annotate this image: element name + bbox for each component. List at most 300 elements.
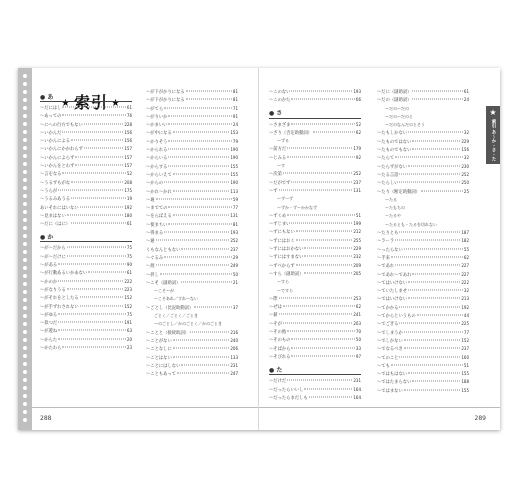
entry-page: 55 bbox=[463, 246, 469, 252]
entry-term: ～だの～だのと bbox=[385, 113, 413, 119]
index-entry bbox=[269, 311, 361, 319]
entry-term: ～ではいけない bbox=[377, 297, 408, 303]
entry-term: ～ではもはない bbox=[377, 372, 408, 378]
leader-dots bbox=[168, 223, 231, 224]
entry-term: ～ずにはおく bbox=[269, 238, 295, 244]
binding-hole bbox=[23, 418, 27, 422]
index-entry bbox=[40, 170, 132, 178]
entry-page: 164 bbox=[353, 386, 361, 392]
entry-term: ～だったらまだしも bbox=[269, 395, 308, 401]
index-entry bbox=[377, 295, 469, 303]
index-entry bbox=[269, 287, 361, 295]
entry-page: 61 bbox=[463, 89, 469, 94]
entry-page: 222 bbox=[124, 278, 132, 284]
entry-term: ～だのなんだのとそう bbox=[385, 122, 425, 128]
leader-dots bbox=[279, 189, 353, 190]
index-entry bbox=[377, 271, 469, 279]
index-entry bbox=[269, 121, 361, 129]
leader-dots bbox=[404, 348, 461, 349]
leader-dots bbox=[168, 124, 231, 125]
binding-hole bbox=[23, 346, 27, 350]
leader-dots bbox=[80, 206, 124, 207]
entry-page: 24 bbox=[232, 122, 238, 128]
index-entry bbox=[269, 295, 361, 303]
entry-term: ～通 bbox=[146, 197, 155, 203]
leader-dots bbox=[408, 298, 460, 299]
index-entry bbox=[269, 394, 361, 402]
binding-hole bbox=[23, 242, 27, 246]
leader-dots bbox=[304, 248, 352, 249]
entry-page: 213 bbox=[461, 296, 469, 302]
leader-dots bbox=[399, 323, 460, 324]
entry-page: 228 bbox=[124, 121, 132, 127]
entry-term: ～たるや bbox=[385, 213, 401, 219]
index-entry bbox=[40, 162, 132, 170]
leader-dots bbox=[304, 272, 352, 273]
entry-term: ～かたわら bbox=[40, 346, 62, 352]
binding-hole bbox=[23, 146, 27, 150]
leader-dots bbox=[399, 182, 460, 183]
entry-term: ～が～だけに bbox=[40, 254, 66, 260]
entry-page: 192 bbox=[461, 304, 469, 310]
entry-page: 232 bbox=[353, 254, 361, 260]
entry-term: ～ずる bbox=[277, 138, 289, 144]
entry-page: 59 bbox=[232, 196, 238, 202]
entry-term: ～ていたしませ bbox=[377, 289, 408, 295]
entry-page: 62 bbox=[355, 129, 361, 135]
entry-term: ～が下がかりになる bbox=[146, 90, 185, 95]
entry-page: 227 bbox=[461, 271, 469, 277]
leader-dots bbox=[283, 306, 355, 307]
leader-dots bbox=[287, 214, 355, 215]
page-number: 288 bbox=[40, 415, 52, 422]
entry-page: 113 bbox=[230, 188, 238, 194]
entry-term: ～使まちい bbox=[146, 222, 168, 228]
entry-page: 225 bbox=[461, 321, 469, 327]
binding-hole bbox=[23, 330, 27, 334]
index-entry bbox=[269, 345, 361, 353]
binding-hole bbox=[23, 370, 27, 374]
index-entry bbox=[146, 246, 238, 254]
entry-page: 188 bbox=[461, 379, 469, 385]
index-entry bbox=[40, 112, 132, 120]
index-entry bbox=[146, 237, 238, 245]
entry-page: 29 bbox=[232, 254, 238, 260]
entry-term: ～かのか bbox=[40, 279, 58, 285]
entry-term: ～ても bbox=[377, 363, 390, 369]
entry-term: ～ず～ず bbox=[277, 196, 293, 202]
entry-term: ～たものでもない bbox=[377, 148, 412, 154]
entry-page: 155 bbox=[461, 387, 469, 393]
leader-dots bbox=[168, 140, 231, 141]
index-entry bbox=[269, 353, 361, 361]
entry-page: 52 bbox=[355, 121, 361, 127]
entry-page: 25 bbox=[463, 188, 469, 194]
leader-dots bbox=[173, 356, 230, 357]
leader-dots bbox=[173, 215, 230, 216]
leader-dots bbox=[181, 364, 229, 365]
right-page bbox=[259, 68, 500, 430]
index-entry bbox=[40, 212, 132, 220]
index-column-2 bbox=[146, 88, 238, 378]
entry-page: 157 bbox=[124, 146, 132, 152]
index-entry bbox=[269, 162, 361, 170]
entry-term: ～こともあって bbox=[146, 372, 177, 378]
leader-dots bbox=[408, 373, 460, 374]
entry-page: 33 bbox=[355, 345, 361, 351]
entry-page: 76 bbox=[126, 113, 132, 119]
leader-dots bbox=[313, 131, 355, 132]
index-entry bbox=[269, 237, 361, 245]
entry-term: ～すら bbox=[277, 279, 289, 285]
index-thumb-tab bbox=[486, 106, 500, 164]
index-column-1 bbox=[40, 88, 132, 352]
entry-page: 32 bbox=[463, 288, 469, 294]
leader-dots bbox=[287, 331, 355, 332]
entry-page: 249 bbox=[230, 263, 238, 269]
entry-page: 92 bbox=[355, 154, 361, 160]
entry-term: ～でしかない bbox=[377, 338, 403, 344]
entry-term: ～似つだ bbox=[40, 321, 58, 327]
entry-term: ～てのこと bbox=[377, 355, 399, 361]
entry-term: ～てかかる bbox=[377, 305, 399, 311]
entry-term: ごとく／ごとく／ごとき bbox=[154, 313, 198, 319]
entry-page: 212 bbox=[353, 229, 361, 235]
entry-term: ～渡 bbox=[146, 264, 155, 270]
entry-page: 152 bbox=[124, 295, 132, 301]
entry-term: ～がある bbox=[40, 263, 58, 269]
entry-term: ～だの～だの bbox=[385, 105, 409, 111]
index-entry bbox=[146, 188, 238, 196]
index-entry bbox=[377, 212, 469, 220]
leader-dots bbox=[412, 99, 463, 100]
index-entry bbox=[40, 319, 132, 327]
entry-page: 32 bbox=[463, 130, 469, 136]
entry-term: ～でごぎる bbox=[377, 322, 399, 328]
binding-hole bbox=[23, 378, 27, 382]
entry-page: 237 bbox=[230, 246, 238, 252]
entry-term: ～値 bbox=[269, 313, 278, 319]
entry-page: 153 bbox=[230, 130, 238, 136]
leader-dots bbox=[412, 140, 460, 141]
entry-page: 50 bbox=[232, 271, 238, 277]
binding-hole bbox=[23, 410, 27, 414]
index-entry bbox=[269, 386, 361, 394]
leader-dots bbox=[417, 315, 463, 316]
leader-dots bbox=[75, 165, 123, 166]
leader-dots bbox=[279, 297, 353, 298]
index-entry bbox=[146, 179, 238, 187]
book-spread bbox=[18, 68, 500, 430]
leader-dots bbox=[391, 364, 463, 365]
entry-term: ～いかんによる bbox=[40, 139, 71, 145]
leader-dots bbox=[75, 156, 123, 157]
entry-term: ～ずくめ bbox=[269, 213, 287, 219]
entry-term: ～ずべからず bbox=[269, 263, 295, 269]
binding-hole bbox=[23, 258, 27, 262]
index-entry bbox=[377, 378, 469, 386]
entry-term: ～そばから bbox=[269, 346, 291, 352]
entry-page: 66 bbox=[355, 97, 361, 103]
entry-term: ～ずか・ず～かかなず bbox=[277, 204, 317, 210]
binding-hole bbox=[23, 106, 27, 110]
entry-term: ～いかんにかかわらず bbox=[40, 147, 83, 153]
entry-page: 91 bbox=[232, 113, 238, 119]
leader-dots bbox=[399, 173, 460, 174]
index-entry bbox=[269, 328, 361, 336]
index-entry bbox=[269, 253, 361, 261]
entry-term: ～ことはない bbox=[146, 355, 172, 361]
index-entry bbox=[377, 304, 469, 312]
index-entry bbox=[269, 154, 361, 162]
leader-dots bbox=[62, 173, 125, 174]
leader-dots bbox=[395, 157, 463, 158]
leader-dots bbox=[296, 239, 353, 240]
binding-hole bbox=[23, 138, 27, 142]
entry-page: 61 bbox=[126, 270, 132, 276]
leader-dots bbox=[291, 181, 352, 182]
entry-term: ～だの（副助詞） bbox=[377, 98, 412, 104]
leader-dots bbox=[399, 306, 460, 307]
leader-dots bbox=[181, 281, 232, 282]
leader-dots bbox=[408, 281, 460, 282]
leader-dots bbox=[399, 356, 460, 357]
entry-term: ～ことにはしない bbox=[146, 363, 181, 369]
leader-dots bbox=[71, 140, 123, 141]
entry-page: 21 bbox=[232, 279, 238, 285]
entry-page: 205 bbox=[353, 270, 361, 276]
entry-term: あいそれにはいない bbox=[40, 205, 79, 211]
index-entry bbox=[269, 303, 361, 311]
entry-term: ～たらしい bbox=[377, 181, 399, 187]
index-entry bbox=[377, 179, 469, 187]
index-entry bbox=[377, 337, 469, 345]
entry-term: ～通 bbox=[146, 239, 155, 245]
entry-term: ～ことなしに bbox=[146, 347, 172, 353]
leader-dots bbox=[62, 115, 125, 116]
entry-page: 193 bbox=[353, 89, 361, 94]
entry-term: ～であれ bbox=[377, 264, 395, 270]
index-entry bbox=[377, 96, 469, 104]
leader-dots bbox=[399, 232, 460, 233]
entry-page: 160 bbox=[461, 354, 469, 360]
entry-page: 182 bbox=[461, 238, 469, 244]
index-entry bbox=[269, 228, 361, 236]
index-entry bbox=[377, 221, 469, 229]
binding-hole bbox=[23, 202, 27, 206]
leader-dots bbox=[164, 232, 229, 233]
index-entry bbox=[269, 270, 361, 278]
entry-term: ～だに（副助詞） bbox=[377, 90, 412, 95]
index-entry bbox=[269, 336, 361, 344]
entry-page: 51 bbox=[463, 362, 469, 368]
index-entry bbox=[146, 337, 238, 345]
leader-dots bbox=[164, 107, 232, 108]
binding-hole bbox=[23, 314, 27, 318]
index-entry bbox=[377, 246, 469, 254]
entry-term: ～見まはない bbox=[40, 213, 66, 219]
entry-page: 193 bbox=[230, 230, 238, 236]
entry-term: ～折し bbox=[146, 272, 159, 278]
leader-dots bbox=[168, 157, 229, 158]
entry-page: 20 bbox=[126, 336, 132, 342]
leader-dots bbox=[395, 240, 460, 241]
index-entry bbox=[146, 146, 238, 154]
index-entry bbox=[269, 220, 361, 228]
leader-dots bbox=[404, 248, 463, 249]
index-entry bbox=[40, 294, 132, 302]
entry-term: ～ごとし（比況助動詞） bbox=[146, 305, 194, 311]
entry-term: ～のごとし／かのごとく／かのごとき bbox=[154, 321, 222, 327]
entry-term: ～さまざま bbox=[269, 122, 291, 128]
leader-dots bbox=[404, 389, 461, 390]
index-entry bbox=[40, 154, 132, 162]
entry-page: 252 bbox=[353, 171, 361, 177]
entry-page: 50 bbox=[355, 337, 361, 343]
leader-dots bbox=[58, 330, 126, 331]
binding-hole bbox=[23, 130, 27, 134]
entry-term: ～このない bbox=[269, 90, 291, 95]
title-text: 索引 bbox=[73, 93, 108, 112]
index-entry bbox=[40, 121, 132, 129]
entry-term: ～じみる bbox=[269, 155, 287, 161]
entry-term: ～ずにもない bbox=[269, 230, 295, 236]
leader-dots bbox=[173, 190, 230, 191]
leader-dots bbox=[173, 173, 230, 174]
entry-page: 155 bbox=[230, 163, 238, 169]
entry-term: ～かまいい bbox=[146, 123, 168, 129]
leader-dots bbox=[67, 255, 126, 256]
index-entry bbox=[377, 387, 469, 395]
entry-page: 156 bbox=[124, 138, 132, 144]
index-entry bbox=[377, 329, 469, 337]
index-entry bbox=[377, 163, 469, 171]
entry-page: 227 bbox=[461, 263, 469, 269]
entry-term: ～うるみあうる bbox=[40, 197, 71, 203]
leader-dots bbox=[67, 214, 124, 215]
index-entry bbox=[40, 344, 132, 352]
entry-term: ～ではたまらない bbox=[377, 380, 412, 386]
leader-dots bbox=[164, 182, 229, 183]
leader-dots bbox=[291, 355, 354, 356]
entry-page: 206 bbox=[230, 346, 238, 352]
index-column-3 bbox=[269, 88, 361, 402]
entry-page: 70 bbox=[355, 329, 361, 335]
entry-term: ～ぐるみ bbox=[146, 255, 164, 261]
leader-dots bbox=[58, 189, 123, 190]
binding-hole bbox=[23, 90, 27, 94]
index-entry bbox=[40, 204, 132, 212]
entry-term: ～がてら bbox=[146, 106, 164, 112]
entry-page: 19 bbox=[126, 196, 132, 202]
binding-hole bbox=[23, 194, 27, 198]
entry-page: 253 bbox=[353, 295, 361, 301]
leader-dots bbox=[287, 156, 355, 157]
index-entry bbox=[146, 345, 238, 353]
entry-page: 152 bbox=[461, 337, 469, 343]
leader-dots bbox=[408, 290, 463, 291]
binding-hole bbox=[23, 354, 27, 358]
footer-rule bbox=[259, 407, 500, 408]
entry-page: 75 bbox=[126, 311, 132, 317]
entry-term: ～その他 bbox=[269, 330, 287, 336]
leader-dots bbox=[304, 388, 352, 389]
entry-term: ～そのもの bbox=[269, 338, 291, 344]
index-entry bbox=[146, 129, 238, 137]
entry-page: 131 bbox=[353, 187, 361, 193]
entry-term: ～をらばえる bbox=[146, 214, 172, 220]
entry-term: ～ったらない bbox=[377, 247, 403, 253]
entry-term: ～たものではない bbox=[377, 139, 412, 145]
leader-dots bbox=[287, 148, 352, 149]
index-entry bbox=[40, 220, 132, 228]
entry-page: 90 bbox=[126, 262, 132, 268]
entry-term: ～てからというもの bbox=[377, 314, 416, 320]
index-entry bbox=[40, 145, 132, 153]
entry-term: ～言をなる bbox=[40, 172, 62, 178]
entry-page: 192 bbox=[124, 204, 132, 210]
entry-page: 97 bbox=[355, 353, 361, 359]
entry-term: ～が下がかりになる bbox=[146, 98, 185, 104]
entry-term: ～うらが bbox=[40, 188, 58, 194]
leader-dots bbox=[291, 123, 354, 124]
index-entry bbox=[377, 362, 469, 370]
leader-dots bbox=[67, 288, 124, 289]
leader-dots bbox=[309, 396, 353, 397]
entry-page: 75 bbox=[126, 245, 132, 251]
binding-hole bbox=[23, 306, 27, 310]
leader-dots bbox=[58, 264, 126, 265]
leader-dots bbox=[173, 132, 230, 133]
entry-page: 77 bbox=[232, 205, 238, 211]
index-entry bbox=[377, 121, 469, 129]
leader-dots bbox=[80, 297, 124, 298]
binding-hole bbox=[23, 266, 27, 270]
entry-page: 175 bbox=[124, 187, 132, 193]
index-entry bbox=[377, 138, 469, 146]
entry-term: ～たらずがない bbox=[377, 164, 408, 170]
leader-dots bbox=[291, 347, 354, 348]
entry-page: 240 bbox=[230, 337, 238, 343]
entry-page: 237 bbox=[353, 179, 361, 185]
index-entry bbox=[377, 105, 469, 113]
index-entry bbox=[269, 145, 361, 153]
entry-term: ～いかんによらず bbox=[40, 155, 75, 161]
leader-dots bbox=[304, 256, 352, 257]
entry-page: 81 bbox=[232, 89, 238, 94]
index-entry bbox=[269, 195, 361, 203]
entry-page: 156 bbox=[461, 147, 469, 153]
index-entry bbox=[377, 146, 469, 154]
entry-term: ～たるとも・たるを切れない bbox=[385, 221, 437, 227]
entry-page: 23 bbox=[126, 345, 132, 351]
entry-page: 75 bbox=[126, 253, 132, 259]
leader-dots bbox=[173, 339, 230, 340]
entry-term: ～そが bbox=[269, 321, 282, 327]
binding-hole bbox=[23, 162, 27, 166]
entry-term: ～いかんをとわず bbox=[40, 164, 75, 170]
entry-term: ～だに（はに） bbox=[40, 222, 71, 228]
spiral-binding bbox=[18, 68, 32, 430]
leader-dots bbox=[287, 380, 352, 381]
entry-page: 71 bbox=[232, 105, 238, 111]
entry-page: 250 bbox=[461, 180, 469, 186]
leader-dots bbox=[412, 149, 460, 150]
entry-term: ～ことと（接続助詞） bbox=[146, 330, 189, 336]
leader-dots bbox=[84, 123, 124, 124]
index-entry bbox=[146, 154, 238, 162]
index-entry bbox=[269, 187, 361, 195]
